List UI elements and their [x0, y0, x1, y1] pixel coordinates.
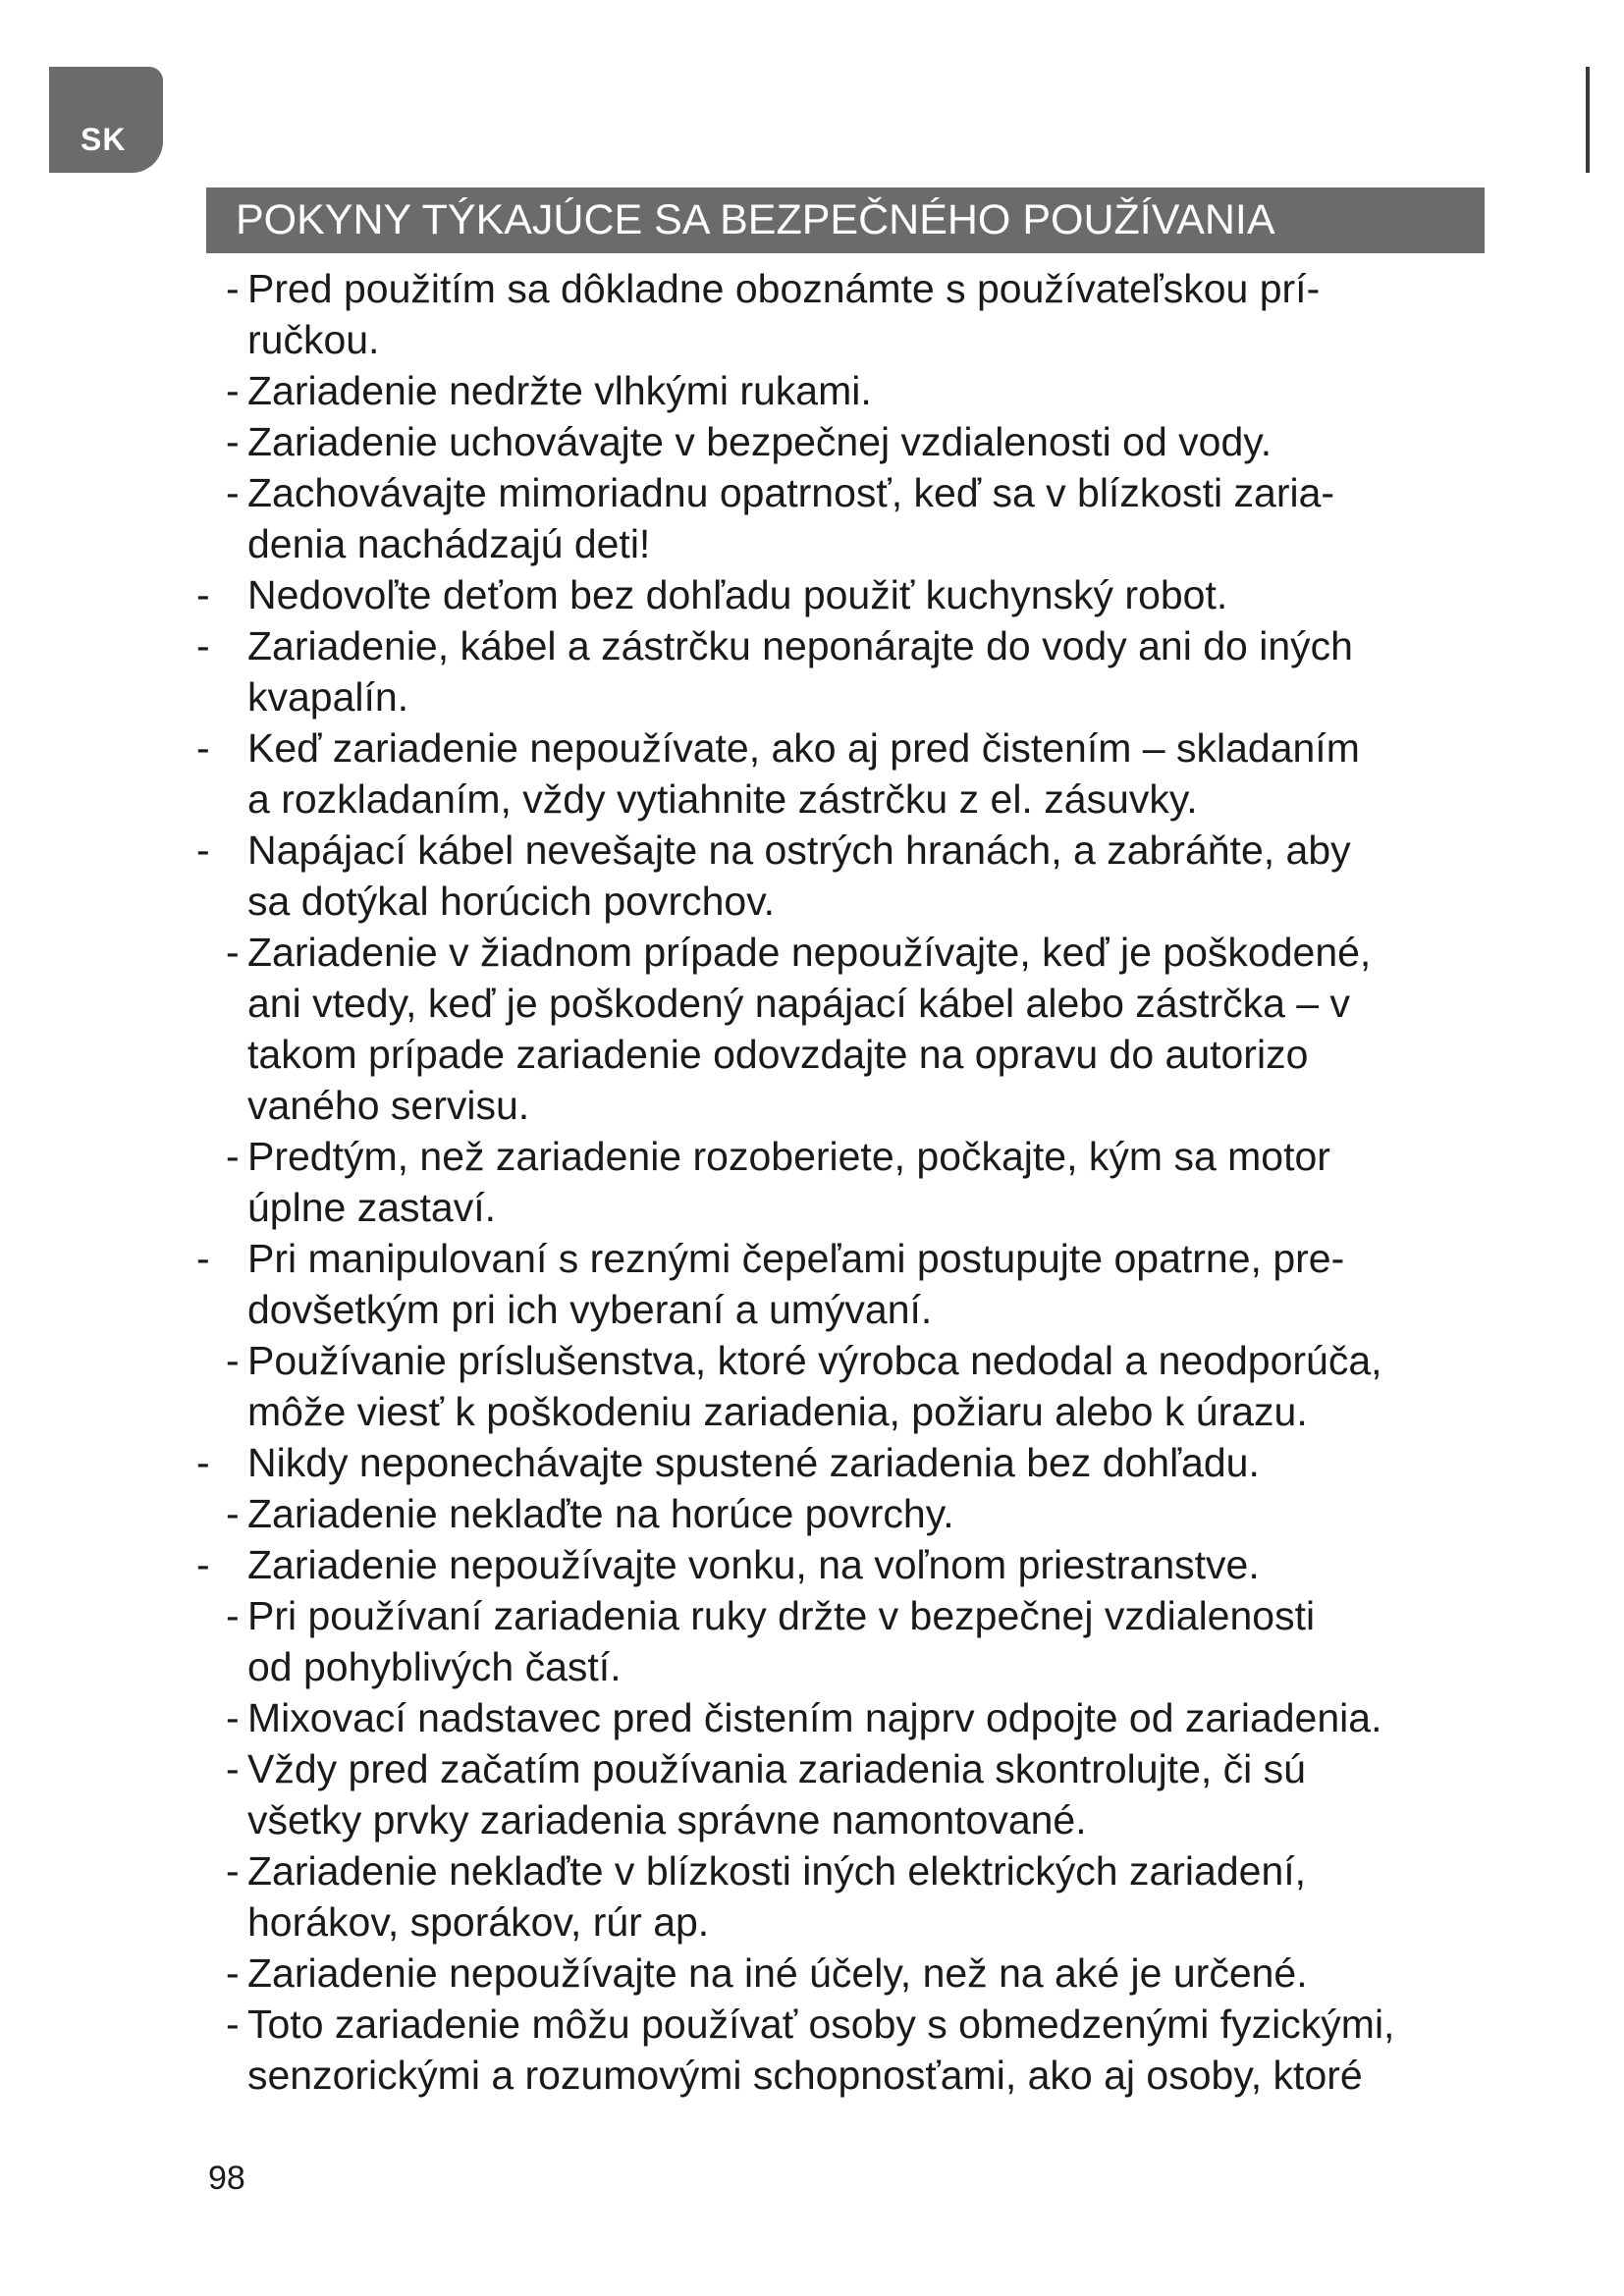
list-item — [196, 1437, 1512, 1488]
list-item-dash: - — [226, 1491, 240, 1536]
list-item-dash: - — [226, 1746, 240, 1791]
list-item-line: Zariadenie, kábel a zástrčku neponárajte do vody ani do iných — [247, 623, 1353, 668]
list-item-dash: - — [226, 1134, 240, 1179]
list-item-line: Napájací kábel nevešajte na ostrých hranách, a zabráňte, aby — [247, 828, 1351, 873]
list-item-line: takom prípade zariadenie odovzdajte na opravu do autorizo — [247, 1032, 1309, 1077]
list-item-line: Zariadenie v žiadnom prípade nepoužívajte, keď je poškodené, — [247, 930, 1372, 975]
list-item — [196, 1948, 1512, 1999]
list-item — [196, 927, 1512, 1131]
list-item-line: Zariadenie nepoužívajte vonku, na voľnom priestranstve. — [247, 1542, 1260, 1587]
list-item-line: od pohyblivých častí. — [247, 1644, 622, 1689]
list-item — [196, 1845, 1512, 1948]
list-item — [196, 1590, 1512, 1692]
list-item — [196, 1233, 1512, 1335]
list-item-line: všetky prvky zariadenia správne namontované. — [247, 1797, 1087, 1842]
list-item-dash: - — [196, 828, 210, 873]
list-item-dash: - — [196, 725, 210, 771]
page-edge-marker — [1586, 67, 1590, 173]
list-item-line: Pri používaní zariadenia ruky držte v bezpečnej vzdialenosti — [247, 1593, 1316, 1638]
list-item-line: Zariadenie neklaďte v blízkosti iných elektrických zariadení, — [247, 1848, 1307, 1894]
list-item — [196, 416, 1512, 467]
list-item — [196, 1335, 1512, 1437]
list-item-dash: - — [226, 470, 240, 515]
list-item-dash: - — [226, 419, 240, 464]
list-item-line: Nikdy neponechávajte spustené zariadenia bez dohľadu. — [247, 1440, 1260, 1485]
list-item-line: senzorickými a rozumovými schopnosťami, ako aj osoby, ktoré — [247, 2053, 1363, 2098]
list-item-line: Mixovací nadstavec pred čistením najprv odpojte od zariadenia. — [247, 1695, 1382, 1740]
list-item-line: Vždy pred začatím používania zariadenia skontrolujte, či sú — [247, 1746, 1306, 1791]
list-item-line: ani vtedy, keď je poškodený napájací kábel alebo zástrčka – v — [247, 981, 1350, 1026]
list-item-line: Nedovoľte deťom bez dohľadu použiť kuchynský robot. — [247, 572, 1228, 617]
list-item-dash: - — [226, 2002, 240, 2047]
list-item-line: môže viesť k poškodeniu zariadenia, požiaru alebo k úrazu. — [247, 1389, 1308, 1434]
list-item — [196, 722, 1512, 825]
list-item-line: a rozkladaním, vždy vytiahnite zástrčku z el. zásuvky. — [247, 776, 1198, 822]
language-tab-label: SK — [81, 122, 127, 157]
list-item-line: Pri manipulovaní s reznými čepeľami postupujte opatrne, pre- — [247, 1236, 1345, 1281]
list-item-dash: - — [196, 572, 210, 617]
list-item-dash: - — [196, 1440, 210, 1485]
list-item-line: Predtým, než zariadenie rozoberiete, počkajte, kým sa motor — [247, 1134, 1330, 1179]
list-item-line: ručkou. — [247, 317, 380, 362]
list-item-dash: - — [226, 1950, 240, 1996]
list-item — [196, 1692, 1512, 1743]
list-item — [196, 1539, 1512, 1590]
list-item-line: Zariadenie neklaďte na horúce povrchy. — [247, 1491, 954, 1536]
list-item — [196, 569, 1512, 620]
list-item-line: Používanie príslušenstva, ktoré výrobca nedodal a neodporúča, — [247, 1338, 1382, 1383]
list-item — [196, 1488, 1512, 1539]
list-item-dash: - — [226, 1695, 240, 1740]
list-item — [196, 263, 1512, 365]
list-item-dash: - — [196, 1542, 210, 1587]
list-item — [196, 365, 1512, 416]
list-item-dash: - — [226, 368, 240, 413]
list-item — [196, 825, 1512, 927]
list-item-line: dovšetkým pri ich vyberaní a umývaní. — [247, 1287, 933, 1332]
list-item-dash: - — [196, 623, 210, 668]
list-item-line: Zariadenie uchovávajte v bezpečnej vzdialenosti od vody. — [247, 419, 1272, 464]
list-item-dash: - — [226, 1848, 240, 1894]
list-item-line: Toto zariadenie môžu používať osoby s obmedzenými fyzickými, — [247, 2002, 1395, 2047]
list-item — [196, 1999, 1512, 2101]
list-item-dash: - — [196, 1236, 210, 1281]
list-item-line: kvapalín. — [247, 674, 409, 720]
list-item-line: Pred použitím sa dôkladne oboznámte s používateľskou prí- — [247, 266, 1321, 311]
section-title: POKYNY TÝKAJÚCE SA BEZPEČNÉHO POUŽÍVANIA — [206, 187, 1485, 253]
list-item-line: Zachovávajte mimoriadnu opatrnosť, keď sa v blízkosti zaria- — [247, 470, 1335, 515]
list-item-dash: - — [226, 1593, 240, 1638]
list-item-line: Zariadenie nedržte vlhkými rukami. — [247, 368, 872, 413]
page-number: 98 — [208, 2160, 245, 2197]
list-item-dash: - — [226, 1338, 240, 1383]
list-item-line: vaného servisu. — [247, 1083, 530, 1128]
language-tab — [49, 67, 163, 173]
list-item-line: denia nachádzajú deti! — [247, 521, 651, 566]
list-item-dash: - — [226, 930, 240, 975]
list-item-line: Keď zariadenie nepoužívate, ako aj pred čistením – skladaním — [247, 725, 1360, 771]
list-item-line: sa dotýkal horúcich povrchov. — [247, 879, 776, 924]
list-item-line: úplne zastaví. — [247, 1185, 496, 1230]
list-item-dash: - — [226, 266, 240, 311]
list-item-line: Zariadenie nepoužívajte na iné účely, než na aké je určené. — [247, 1950, 1308, 1996]
list-item — [196, 620, 1512, 722]
list-item — [196, 1131, 1512, 1233]
list-item-line: horákov, sporákov, rúr ap. — [247, 1899, 710, 1945]
safety-instructions-list — [196, 263, 1512, 2101]
list-item — [196, 467, 1512, 569]
list-item — [196, 1743, 1512, 1845]
